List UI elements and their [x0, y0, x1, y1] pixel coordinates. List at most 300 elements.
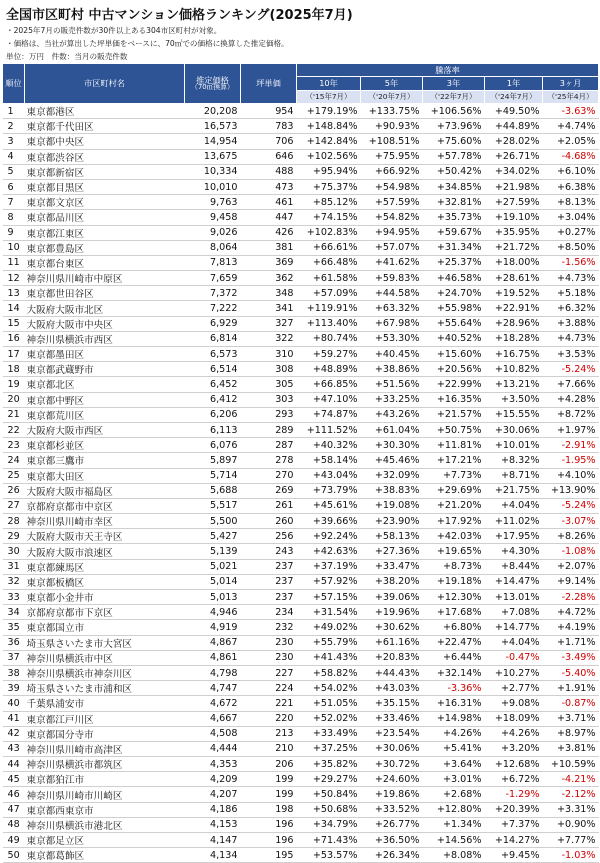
- rise-10y: +73.79%: [297, 483, 361, 498]
- municipality-name: 埼玉県さいたま市浦和区: [25, 681, 185, 696]
- rise-3m: -3.63%: [543, 104, 599, 119]
- rise-3y: +12.80%: [423, 802, 485, 817]
- rise-1y: +21.75%: [485, 483, 543, 498]
- table-body: [3, 104, 599, 863]
- table-row: [3, 286, 599, 301]
- rise-3m: +8.13%: [543, 195, 599, 210]
- table-row: [3, 483, 599, 498]
- table-row: [3, 498, 599, 513]
- municipality-name: 東京都品川区: [25, 210, 185, 225]
- rise-5y: +36.50%: [361, 833, 423, 848]
- rise-1y: +9.08%: [485, 696, 543, 711]
- rise-10y: +53.57%: [297, 848, 361, 863]
- estimated-price: 5,714: [185, 468, 241, 483]
- rise-10y: +41.43%: [297, 650, 361, 665]
- rise-3y: +4.26%: [423, 726, 485, 741]
- rise-3y: +19.18%: [423, 574, 485, 589]
- rise-10y: +50.68%: [297, 802, 361, 817]
- unit-count: 646: [241, 149, 297, 164]
- rise-3m: +0.90%: [543, 817, 599, 832]
- rise-3m: +8.26%: [543, 529, 599, 544]
- rank-cell: 9: [3, 225, 25, 240]
- rise-3m: +7.66%: [543, 377, 599, 392]
- unit-count: 369: [241, 255, 297, 270]
- municipality-name: 神奈川県川崎市幸区: [25, 514, 185, 529]
- table-row: [3, 195, 599, 210]
- rise-3m: +0.27%: [543, 225, 599, 240]
- rise-10y: +66.48%: [297, 255, 361, 270]
- header-period-sub-0: （'15年7月）: [297, 91, 361, 104]
- rise-3m: -5.40%: [543, 665, 599, 680]
- unit-count: 381: [241, 240, 297, 255]
- rise-3m: +2.07%: [543, 559, 599, 574]
- municipality-name: 東京都渋谷区: [25, 149, 185, 164]
- rise-1y: +9.45%: [485, 848, 543, 863]
- rise-1y: +4.04%: [485, 498, 543, 513]
- rise-1y: +27.59%: [485, 195, 543, 210]
- rise-5y: +23.90%: [361, 514, 423, 529]
- table-row: [3, 741, 599, 756]
- municipality-name: 京都府京都市中京区: [25, 498, 185, 513]
- estimated-price: 6,929: [185, 316, 241, 331]
- rise-3m: +3.71%: [543, 711, 599, 726]
- rank-cell: 14: [3, 301, 25, 316]
- rise-3y: +24.70%: [423, 286, 485, 301]
- rise-10y: +57.92%: [297, 574, 361, 589]
- rise-3y: +8.08%: [423, 848, 485, 863]
- rise-5y: +133.75%: [361, 104, 423, 119]
- rise-3y: +35.73%: [423, 210, 485, 225]
- municipality-name: 東京都世田谷区: [25, 286, 185, 301]
- estimated-price: 9,458: [185, 210, 241, 225]
- unit-count: 362: [241, 271, 297, 286]
- unit-count: 310: [241, 347, 297, 362]
- rise-1y: +3.50%: [485, 392, 543, 407]
- table-row: [3, 164, 599, 179]
- estimated-price: 4,153: [185, 817, 241, 832]
- header-period-sub-1: （'20年7月）: [361, 91, 423, 104]
- rank-cell: 10: [3, 240, 25, 255]
- rise-5y: +30.72%: [361, 757, 423, 772]
- rise-5y: +40.45%: [361, 347, 423, 362]
- rise-3m: +1.91%: [543, 681, 599, 696]
- rise-1y: +8.71%: [485, 468, 543, 483]
- rise-3m: +4.74%: [543, 119, 599, 134]
- rise-3y: +5.41%: [423, 741, 485, 756]
- rank-cell: 45: [3, 772, 25, 787]
- rise-1y: +4.04%: [485, 635, 543, 650]
- rise-10y: +111.52%: [297, 422, 361, 437]
- rise-5y: +33.47%: [361, 559, 423, 574]
- estimated-price: 4,186: [185, 802, 241, 817]
- rank-cell: 48: [3, 817, 25, 832]
- rise-1y: +16.75%: [485, 347, 543, 362]
- unit-count: 270: [241, 468, 297, 483]
- table-row: [3, 635, 599, 650]
- rise-3y: +17.92%: [423, 514, 485, 529]
- rise-5y: +54.82%: [361, 210, 423, 225]
- unit-count: 224: [241, 681, 297, 696]
- rank-cell: 40: [3, 696, 25, 711]
- rise-3y: +16.31%: [423, 696, 485, 711]
- rise-5y: +38.83%: [361, 483, 423, 498]
- rise-1y: +2.77%: [485, 681, 543, 696]
- unit-count: 303: [241, 392, 297, 407]
- municipality-name: 神奈川県横浜市神奈川区: [25, 665, 185, 680]
- rise-10y: +74.15%: [297, 210, 361, 225]
- rise-3y: +7.73%: [423, 468, 485, 483]
- rise-10y: +37.19%: [297, 559, 361, 574]
- table-row: [3, 210, 599, 225]
- table-row: [3, 772, 599, 787]
- rise-5y: +43.26%: [361, 407, 423, 422]
- estimated-price: 6,076: [185, 438, 241, 453]
- unit-count: 198: [241, 802, 297, 817]
- municipality-name: 東京都小金井市: [25, 590, 185, 605]
- rise-5y: +59.83%: [361, 271, 423, 286]
- unit-count: 196: [241, 833, 297, 848]
- unit-count: 289: [241, 422, 297, 437]
- rise-3m: +8.50%: [543, 240, 599, 255]
- rise-3m: +2.05%: [543, 134, 599, 149]
- unit-count: 287: [241, 438, 297, 453]
- rise-5y: +33.25%: [361, 392, 423, 407]
- rise-3m: -4.21%: [543, 772, 599, 787]
- rise-3y: +21.20%: [423, 498, 485, 513]
- rise-10y: +55.79%: [297, 635, 361, 650]
- rise-3m: -1.08%: [543, 544, 599, 559]
- rise-3m: +1.71%: [543, 635, 599, 650]
- rise-3m: +3.04%: [543, 210, 599, 225]
- estimated-price: 6,412: [185, 392, 241, 407]
- estimated-price: 4,667: [185, 711, 241, 726]
- municipality-name: 神奈川県川崎市川崎区: [25, 787, 185, 802]
- rank-cell: 30: [3, 544, 25, 559]
- table-row: [3, 833, 599, 848]
- municipality-name: 神奈川県横浜市港北区: [25, 817, 185, 832]
- estimated-price: 7,813: [185, 255, 241, 270]
- table-row: [3, 696, 599, 711]
- table-row: [3, 726, 599, 741]
- unit-count: 260: [241, 514, 297, 529]
- table-row: [3, 271, 599, 286]
- rank-cell: 42: [3, 726, 25, 741]
- estimated-price: 5,688: [185, 483, 241, 498]
- municipality-name: 東京都荒川区: [25, 407, 185, 422]
- unit-count: 221: [241, 696, 297, 711]
- rank-cell: 4: [3, 149, 25, 164]
- rise-5y: +19.86%: [361, 787, 423, 802]
- rise-5y: +38.86%: [361, 362, 423, 377]
- unit-count: 237: [241, 559, 297, 574]
- municipality-name: 東京都大田区: [25, 468, 185, 483]
- estimated-price: 5,021: [185, 559, 241, 574]
- rise-3y: +59.67%: [423, 225, 485, 240]
- municipality-name: 大阪府大阪市福島区: [25, 483, 185, 498]
- rise-3y: +55.98%: [423, 301, 485, 316]
- rank-cell: 7: [3, 195, 25, 210]
- rank-cell: 37: [3, 650, 25, 665]
- rank-cell: 50: [3, 848, 25, 863]
- rise-10y: +48.89%: [297, 362, 361, 377]
- rise-1y: +6.72%: [485, 772, 543, 787]
- unit-count: 293: [241, 407, 297, 422]
- rank-cell: 2: [3, 119, 25, 134]
- table-row: [3, 362, 599, 377]
- rise-1y: +15.55%: [485, 407, 543, 422]
- rise-3m: +4.28%: [543, 392, 599, 407]
- rise-10y: +40.32%: [297, 438, 361, 453]
- header-period-4: 3ヶ月: [543, 77, 599, 91]
- municipality-name: 東京都板橋区: [25, 574, 185, 589]
- rise-3y: +75.60%: [423, 134, 485, 149]
- rise-5y: +75.95%: [361, 149, 423, 164]
- header-count: 坪単価: [241, 64, 297, 104]
- rank-cell: 22: [3, 422, 25, 437]
- rank-cell: 33: [3, 590, 25, 605]
- unit-count: 196: [241, 817, 297, 832]
- header-rise-group: 騰落率: [297, 64, 599, 77]
- rank-cell: 3: [3, 134, 25, 149]
- estimated-price: 5,500: [185, 514, 241, 529]
- estimated-price: 7,372: [185, 286, 241, 301]
- rise-10y: +57.09%: [297, 286, 361, 301]
- rise-3m: +9.14%: [543, 574, 599, 589]
- rise-10y: +39.66%: [297, 514, 361, 529]
- rise-10y: +95.94%: [297, 164, 361, 179]
- rise-5y: +26.34%: [361, 848, 423, 863]
- unit-count: 348: [241, 286, 297, 301]
- rise-3y: +14.98%: [423, 711, 485, 726]
- rise-3m: +4.72%: [543, 605, 599, 620]
- rise-3m: -1.03%: [543, 848, 599, 863]
- municipality-name: 神奈川県横浜市西区: [25, 331, 185, 346]
- rise-3m: +5.18%: [543, 286, 599, 301]
- rise-5y: +57.07%: [361, 240, 423, 255]
- rise-3y: +55.64%: [423, 316, 485, 331]
- rise-1y: +17.95%: [485, 529, 543, 544]
- table-row: [3, 559, 599, 574]
- rise-1y: +28.61%: [485, 271, 543, 286]
- note-target: ・2025年7月の販売件数が30件以上ある304市区町村が対象。: [6, 26, 222, 35]
- rise-3y: +16.35%: [423, 392, 485, 407]
- unit-count: 261: [241, 498, 297, 513]
- rise-10y: +85.12%: [297, 195, 361, 210]
- rise-3m: +6.32%: [543, 301, 599, 316]
- rank-cell: 32: [3, 574, 25, 589]
- header-period-3: 1年: [485, 77, 543, 91]
- unit-count: 237: [241, 574, 297, 589]
- rise-1y: +26.71%: [485, 149, 543, 164]
- municipality-name: 東京都三鷹市: [25, 453, 185, 468]
- rise-5y: +58.13%: [361, 529, 423, 544]
- municipality-name: 東京都国分寺市: [25, 726, 185, 741]
- rank-cell: 29: [3, 529, 25, 544]
- rise-3y: +6.80%: [423, 620, 485, 635]
- rank-cell: 34: [3, 605, 25, 620]
- rank-cell: 27: [3, 498, 25, 513]
- table-row: [3, 468, 599, 483]
- rise-3y: +34.85%: [423, 179, 485, 194]
- note-price-method: ・価格は、当社が算出した坪単価をベースに、70㎡での価格に換算した推定価格。: [6, 39, 289, 48]
- estimated-price: 20,208: [185, 104, 241, 119]
- municipality-name: 東京都葛飾区: [25, 848, 185, 863]
- rank-cell: 16: [3, 331, 25, 346]
- rise-3y: +15.60%: [423, 347, 485, 362]
- rise-3y: +25.37%: [423, 255, 485, 270]
- rise-1y: +4.26%: [485, 726, 543, 741]
- table-row: [3, 316, 599, 331]
- rise-3m: +13.90%: [543, 483, 599, 498]
- rise-3m: -5.24%: [543, 498, 599, 513]
- rise-1y: +28.02%: [485, 134, 543, 149]
- rise-3y: +20.56%: [423, 362, 485, 377]
- estimated-price: 6,514: [185, 362, 241, 377]
- rank-cell: 11: [3, 255, 25, 270]
- municipality-name: 京都府京都市下京区: [25, 605, 185, 620]
- estimated-price: 9,026: [185, 225, 241, 240]
- municipality-name: 東京都文京区: [25, 195, 185, 210]
- municipality-name: 東京都中央区: [25, 134, 185, 149]
- rise-3y: +14.56%: [423, 833, 485, 848]
- estimated-price: 4,353: [185, 757, 241, 772]
- rise-5y: +108.51%: [361, 134, 423, 149]
- rank-cell: 26: [3, 483, 25, 498]
- rise-10y: +71.43%: [297, 833, 361, 848]
- rise-10y: +59.27%: [297, 347, 361, 362]
- rise-5y: +33.46%: [361, 711, 423, 726]
- table-row: [3, 134, 599, 149]
- rise-5y: +41.62%: [361, 255, 423, 270]
- estimated-price: 4,672: [185, 696, 241, 711]
- estimated-price: 4,747: [185, 681, 241, 696]
- municipality-name: 大阪府大阪市中央区: [25, 316, 185, 331]
- page-title: 全国市区町村 中古マンション価格ランキング(2025年7月): [6, 8, 353, 23]
- table-row: [3, 255, 599, 270]
- estimated-price: 7,222: [185, 301, 241, 316]
- rise-1y: +18.00%: [485, 255, 543, 270]
- municipality-name: 東京都武蔵野市: [25, 362, 185, 377]
- rank-cell: 21: [3, 407, 25, 422]
- municipality-name: 東京都練馬区: [25, 559, 185, 574]
- rise-10y: +66.85%: [297, 377, 361, 392]
- rise-1y: -0.47%: [485, 650, 543, 665]
- rise-3m: +3.53%: [543, 347, 599, 362]
- rise-1y: +8.32%: [485, 453, 543, 468]
- unit-count: 230: [241, 650, 297, 665]
- rank-cell: 15: [3, 316, 25, 331]
- header-period-0: 10年: [297, 77, 361, 91]
- table-row: [3, 574, 599, 589]
- rise-10y: +142.84%: [297, 134, 361, 149]
- estimated-price: 10,010: [185, 179, 241, 194]
- rise-10y: +52.02%: [297, 711, 361, 726]
- header-rank: 順位: [3, 64, 25, 104]
- rise-1y: +49.50%: [485, 104, 543, 119]
- unit-count: 278: [241, 453, 297, 468]
- rise-5y: +38.20%: [361, 574, 423, 589]
- table-row: [3, 392, 599, 407]
- rise-3m: -5.24%: [543, 362, 599, 377]
- estimated-price: 6,113: [185, 422, 241, 437]
- rank-cell: 36: [3, 635, 25, 650]
- rise-3m: +8.72%: [543, 407, 599, 422]
- unit-count: 195: [241, 848, 297, 863]
- rise-1y: +14.27%: [485, 833, 543, 848]
- rise-3m: +6.38%: [543, 179, 599, 194]
- rise-3m: -1.56%: [543, 255, 599, 270]
- table-row: [3, 650, 599, 665]
- rise-3m: +10.59%: [543, 757, 599, 772]
- rise-1y: +21.98%: [485, 179, 543, 194]
- estimated-price: 4,508: [185, 726, 241, 741]
- table-row: [3, 620, 599, 635]
- rise-3m: -2.91%: [543, 438, 599, 453]
- municipality-name: 東京都杉並区: [25, 438, 185, 453]
- rise-5y: +23.54%: [361, 726, 423, 741]
- rise-10y: +102.56%: [297, 149, 361, 164]
- rank-cell: 24: [3, 453, 25, 468]
- estimated-price: 5,517: [185, 498, 241, 513]
- rank-cell: 18: [3, 362, 25, 377]
- rise-10y: +29.27%: [297, 772, 361, 787]
- municipality-name: 東京都新宿区: [25, 164, 185, 179]
- rise-3m: +4.19%: [543, 620, 599, 635]
- table-row: [3, 787, 599, 802]
- rise-3y: +106.56%: [423, 104, 485, 119]
- municipality-name: 大阪府大阪市天王寺区: [25, 529, 185, 544]
- table-row: [3, 225, 599, 240]
- rise-1y: +35.95%: [485, 225, 543, 240]
- table-header: [3, 64, 599, 104]
- rank-cell: 47: [3, 802, 25, 817]
- estimated-price: 5,427: [185, 529, 241, 544]
- table-row: [3, 681, 599, 696]
- rise-1y: +4.30%: [485, 544, 543, 559]
- rise-10y: +113.40%: [297, 316, 361, 331]
- header-price: [185, 64, 241, 104]
- estimated-price: 5,013: [185, 590, 241, 605]
- rise-1y: +18.28%: [485, 331, 543, 346]
- estimated-price: 6,814: [185, 331, 241, 346]
- rise-5y: +35.15%: [361, 696, 423, 711]
- rise-1y: +44.89%: [485, 119, 543, 134]
- estimated-price: 5,897: [185, 453, 241, 468]
- rise-10y: +34.79%: [297, 817, 361, 832]
- table-row: [3, 453, 599, 468]
- rise-3y: +1.34%: [423, 817, 485, 832]
- rise-5y: +45.46%: [361, 453, 423, 468]
- estimated-price: 4,798: [185, 665, 241, 680]
- rise-10y: +37.25%: [297, 741, 361, 756]
- rank-cell: 35: [3, 620, 25, 635]
- rise-3m: -0.87%: [543, 696, 599, 711]
- table-row: [3, 301, 599, 316]
- rise-5y: +32.09%: [361, 468, 423, 483]
- table-row: [3, 331, 599, 346]
- rise-1y: +12.68%: [485, 757, 543, 772]
- unit-count: 783: [241, 119, 297, 134]
- rise-5y: +54.98%: [361, 179, 423, 194]
- rise-1y: +7.37%: [485, 817, 543, 832]
- estimated-price: 10,334: [185, 164, 241, 179]
- rise-3y: +22.47%: [423, 635, 485, 650]
- rise-3m: +4.73%: [543, 271, 599, 286]
- rise-1y: +21.72%: [485, 240, 543, 255]
- rank-cell: 6: [3, 179, 25, 194]
- table-row: [3, 240, 599, 255]
- rise-5y: +30.30%: [361, 438, 423, 453]
